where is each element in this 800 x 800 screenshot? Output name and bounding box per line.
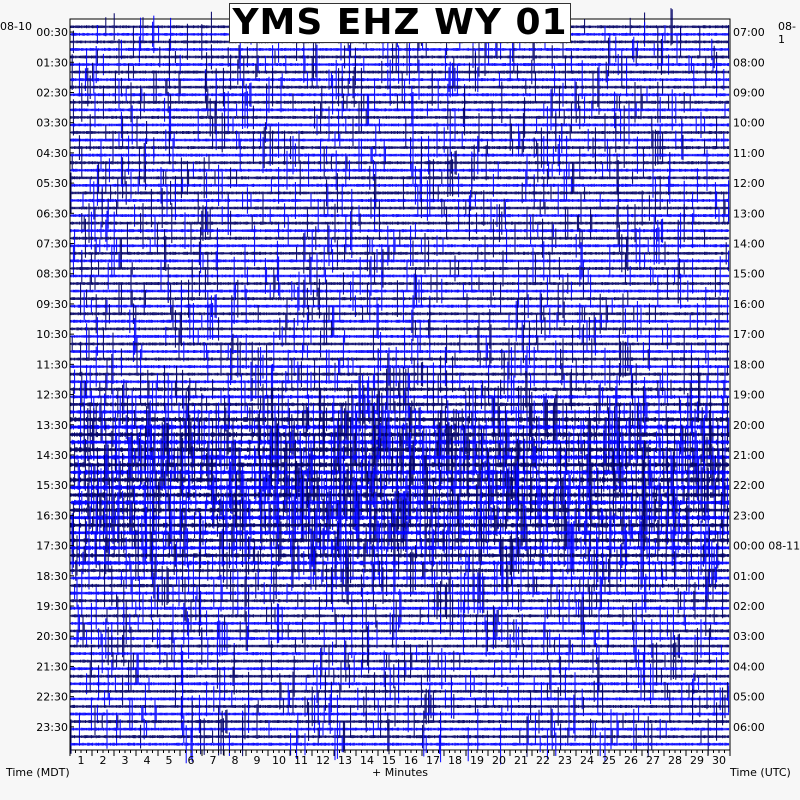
- left-tick-label: 09:30: [36, 297, 68, 311]
- minute-tick-label: 14: [360, 754, 374, 767]
- trace-band-54: [71, 433, 729, 436]
- left-time-axis: [36, 26, 74, 734]
- left-tick-label: 14:30: [36, 449, 68, 462]
- trace-band-28: [71, 237, 729, 240]
- minute-tick-label: 25: [602, 754, 616, 767]
- left-tick-label: 03:30: [36, 116, 68, 130]
- trace-band-73: [71, 577, 729, 580]
- trace-band-7: [71, 78, 729, 81]
- right-tick-label: 08:00: [733, 56, 765, 70]
- minute-tick-label: 28: [668, 754, 682, 767]
- right-tick-label: 12:00: [733, 177, 765, 191]
- trace-band-72: [71, 569, 729, 572]
- trace-band-20: [71, 177, 729, 180]
- trace-band-93: [71, 728, 729, 731]
- trace-band-94: [71, 735, 729, 738]
- left-tick-label: 07:30: [36, 237, 68, 251]
- trace-band-68: [71, 539, 729, 542]
- left-tick-label: 19:30: [36, 600, 68, 613]
- right-tick-label: 23:00: [733, 509, 765, 523]
- chart-title-box: [229, 3, 571, 43]
- trace-band-36: [71, 297, 729, 300]
- trace-band-24: [71, 207, 729, 210]
- minute-tick-label: 17: [426, 754, 440, 767]
- minute-tick-label: 23: [558, 754, 572, 767]
- right-tick-label: 04:00: [733, 660, 765, 674]
- trace-band-77: [71, 607, 729, 610]
- right-tick-label: 17:00: [733, 328, 765, 342]
- trace-band-29: [71, 244, 729, 247]
- trace-band-79: [71, 622, 729, 625]
- left-tick-label: 17:30: [36, 539, 68, 553]
- left-tick-label: 22:30: [36, 690, 68, 704]
- trace-band-74: [71, 584, 729, 587]
- trace-band-89: [71, 698, 729, 701]
- right-tick-label: 06:00: [733, 720, 765, 734]
- minute-tick-label: 18: [448, 754, 462, 767]
- trace-band-22: [71, 192, 729, 195]
- trace-band-8: [71, 86, 729, 89]
- trace-band-17: [71, 154, 729, 157]
- right-tick-label: 16:00: [733, 297, 765, 311]
- trace-band-60: [71, 479, 729, 482]
- minute-tick-label: 1: [77, 754, 85, 767]
- trace-band-23: [71, 199, 729, 202]
- left-axis-label: Time (MDT): [6, 766, 70, 779]
- minute-tick-label: 19: [470, 754, 484, 767]
- x-axis-label: + Minutes: [372, 766, 429, 779]
- right-tick-label: 07:00: [733, 26, 765, 40]
- trace-band-40: [71, 328, 729, 331]
- trace-band-41: [71, 335, 729, 338]
- trace-band-82: [71, 645, 729, 648]
- trace-band-67: [71, 531, 729, 534]
- minute-tick-label: 6: [187, 754, 195, 767]
- minute-tick-label: 26: [624, 754, 638, 767]
- right-date-label: 08-1: [778, 20, 796, 46]
- trace-band-91: [71, 713, 729, 716]
- trace-band-25: [71, 214, 729, 217]
- trace-band-21: [71, 184, 729, 187]
- trace-band-6: [71, 71, 729, 74]
- trace-band-10: [71, 101, 729, 104]
- trace-band-84: [71, 660, 729, 663]
- right-time-axis: [733, 26, 800, 734]
- trace-band-16: [71, 146, 729, 149]
- minute-tick-label: 5: [165, 754, 173, 767]
- minute-tick-label: 27: [646, 754, 660, 767]
- left-tick-label: 08:30: [36, 267, 68, 281]
- right-tick-label: 11:00: [733, 146, 765, 160]
- trace-band-87: [71, 682, 729, 685]
- right-tick-label: 19:00: [733, 388, 765, 402]
- left-tick-label: 00:30: [36, 26, 68, 40]
- trace-band-61: [71, 486, 729, 489]
- minute-tick-label: 8: [231, 754, 239, 767]
- left-tick-label: 04:30: [36, 146, 68, 160]
- trace-band-33: [71, 275, 729, 278]
- left-tick-label: 20:30: [36, 630, 68, 644]
- right-tick-label: 03:00: [733, 630, 765, 644]
- left-tick-label: 06:30: [36, 207, 68, 221]
- trace-band-92: [71, 720, 729, 723]
- minute-tick-label: 29: [690, 754, 704, 767]
- right-tick-label: 00:00 08-11: [733, 539, 800, 553]
- left-tick-label: 12:30: [36, 388, 68, 402]
- right-tick-label: 01:00: [733, 569, 765, 583]
- trace-band-30: [71, 252, 729, 255]
- left-tick-label: 18:30: [36, 569, 68, 583]
- minute-tick-label: 16: [404, 754, 418, 767]
- right-tick-label: 18:00: [733, 358, 765, 372]
- right-tick-label: 10:00: [733, 116, 765, 130]
- minute-tick-label: 2: [99, 754, 107, 767]
- left-tick-label: 13:30: [36, 418, 68, 432]
- right-tick-label: 15:00: [733, 267, 765, 281]
- minute-tick-label: 30: [712, 754, 726, 767]
- trace-band-78: [71, 615, 729, 618]
- trace-band-81: [71, 637, 729, 640]
- right-tick-label: 09:00: [733, 86, 765, 100]
- minute-tick-label: 3: [121, 754, 129, 767]
- minute-tick-label: 10: [272, 754, 286, 767]
- trace-band-38: [71, 312, 729, 315]
- trace-band-9: [71, 93, 729, 96]
- right-tick-label: 02:00: [733, 600, 765, 613]
- trace-band-37: [71, 305, 729, 308]
- minute-axis: [70, 750, 730, 767]
- left-tick-label: 11:30: [36, 358, 68, 372]
- trace-band-58: [71, 463, 729, 466]
- left-date-label: 08-10: [0, 20, 32, 33]
- trace-band-86: [71, 675, 729, 678]
- minute-tick-label: 12: [316, 754, 330, 767]
- trace-band-31: [71, 260, 729, 263]
- right-tick-label: 21:00: [733, 449, 765, 462]
- trace-band-90: [71, 705, 729, 708]
- right-tick-label: 22:00: [733, 479, 765, 493]
- trace-band-57: [71, 456, 729, 459]
- minute-tick-label: 4: [143, 754, 151, 767]
- trace-band-80: [71, 630, 729, 633]
- trace-band-44: [71, 358, 729, 361]
- trace-band-19: [71, 169, 729, 172]
- trace-band-45: [71, 365, 729, 368]
- left-tick-label: 10:30: [36, 328, 68, 342]
- left-tick-label: 16:30: [36, 509, 68, 523]
- trace-band-95: [71, 743, 729, 746]
- left-tick-label: 01:30: [36, 56, 68, 70]
- minute-tick-label: 13: [338, 754, 352, 767]
- trace-band-35: [71, 290, 729, 293]
- left-tick-label: 15:30: [36, 479, 68, 493]
- right-tick-label: 20:00: [733, 418, 765, 432]
- minute-tick-label: 15: [382, 754, 396, 767]
- right-tick-label: 05:00: [733, 690, 765, 704]
- trace-band-83: [71, 652, 729, 655]
- minute-tick-label: 9: [253, 754, 261, 767]
- right-tick-label: 13:00: [733, 207, 765, 221]
- minute-tick-label: 22: [536, 754, 550, 767]
- trace-band-26: [71, 222, 729, 225]
- left-tick-label: 23:30: [36, 720, 68, 734]
- trace-band-71: [71, 562, 729, 565]
- left-tick-label: 02:30: [36, 86, 68, 100]
- left-tick-label: 05:30: [36, 177, 68, 191]
- minute-tick-label: 11: [294, 754, 308, 767]
- trace-band-88: [71, 690, 729, 693]
- trace-band-39: [71, 320, 729, 323]
- trace-band-34: [71, 282, 729, 285]
- trace-band-70: [71, 554, 729, 557]
- minute-tick-label: 21: [514, 754, 528, 767]
- trace-band-85: [71, 667, 729, 670]
- left-tick-label: 21:30: [36, 660, 68, 674]
- minute-tick-label: 24: [580, 754, 594, 767]
- trace-band-59: [71, 471, 729, 474]
- trace-band-48: [71, 388, 729, 391]
- chart-title: YMS EHZ WY 01: [232, 2, 568, 43]
- trace-band-18: [71, 161, 729, 164]
- right-axis-label: Time (UTC): [730, 766, 791, 779]
- right-tick-label: 14:00: [733, 237, 765, 251]
- minute-tick-label: 20: [492, 754, 506, 767]
- trace-band-69: [71, 547, 729, 550]
- minute-tick-label: 7: [209, 754, 217, 767]
